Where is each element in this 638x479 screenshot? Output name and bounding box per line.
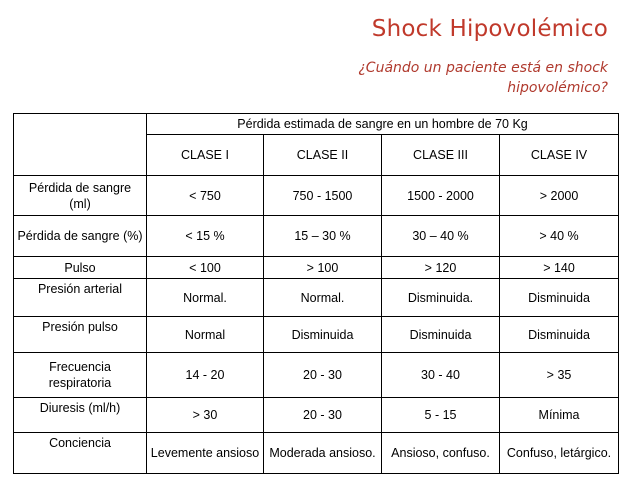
table-cell: Disminuida [382, 317, 500, 353]
table-cell: 5 - 15 [382, 398, 500, 433]
shock-classification-table [13, 113, 619, 474]
table-cell: Disminuida [500, 317, 619, 353]
table-cell: 30 – 40 % [382, 216, 500, 257]
table-cell: Normal. [147, 279, 264, 317]
table-cell: Confuso, letárgico. [500, 433, 619, 474]
table-corner-cell [14, 114, 147, 176]
table-cell: Normal [147, 317, 264, 353]
table-row [14, 433, 619, 474]
table-header-row [14, 114, 619, 135]
slide-subtitle: ¿Cuándo un paciente está en shock hipovolémico? [358, 60, 608, 96]
table-cell: Disminuida [500, 279, 619, 317]
table-cell: Disminuida [264, 317, 382, 353]
class-header: CLASE I [147, 135, 264, 176]
table-cell: 750 - 1500 [264, 176, 382, 216]
table-row [14, 257, 619, 279]
table-cell: > 40 % [500, 216, 619, 257]
row-label: Conciencia [14, 433, 147, 474]
table-cell: 30 - 40 [382, 353, 500, 398]
table-cell: < 750 [147, 176, 264, 216]
table-cell: 15 – 30 % [264, 216, 382, 257]
slide-title: Shock Hipovolémico [371, 16, 608, 42]
table-row [14, 216, 619, 257]
table-cell: Disminuida. [382, 279, 500, 317]
table-cell: > 120 [382, 257, 500, 279]
row-label: Pérdida de sangre (%) [14, 216, 147, 257]
table-cell: 20 - 30 [264, 398, 382, 433]
table-cell: > 30 [147, 398, 264, 433]
row-label: Presión arterial [14, 279, 147, 317]
table-cell: > 2000 [500, 176, 619, 216]
blood-loss-header: Pérdida estimada de sangre en un hombre de 70 Kg [147, 114, 619, 135]
table-cell: 14 - 20 [147, 353, 264, 398]
class-header: CLASE IV [500, 135, 619, 176]
table-cell: > 100 [264, 257, 382, 279]
table-cell: < 100 [147, 257, 264, 279]
row-label: Presión pulso [14, 317, 147, 353]
table-cell: Levemente ansioso [147, 433, 264, 474]
row-label: Pulso [14, 257, 147, 279]
table-cell: > 35 [500, 353, 619, 398]
table-cell: Moderada ansioso. [264, 433, 382, 474]
table-row [14, 176, 619, 216]
table-cell: Normal. [264, 279, 382, 317]
row-label: Diuresis (ml/h) [14, 398, 147, 433]
table-row [14, 279, 619, 317]
class-header: CLASE III [382, 135, 500, 176]
table-cell: < 15 % [147, 216, 264, 257]
class-header: CLASE II [264, 135, 382, 176]
table-row [14, 353, 619, 398]
table-cell: 1500 - 2000 [382, 176, 500, 216]
table-row [14, 398, 619, 433]
table-cell: Ansioso, confuso. [382, 433, 500, 474]
table-cell: > 140 [500, 257, 619, 279]
table-row [14, 317, 619, 353]
table-cell: Mínima [500, 398, 619, 433]
table-cell: 20 - 30 [264, 353, 382, 398]
row-label: Frecuencia respiratoria [14, 353, 147, 398]
row-label: Pérdida de sangre (ml) [14, 176, 147, 216]
